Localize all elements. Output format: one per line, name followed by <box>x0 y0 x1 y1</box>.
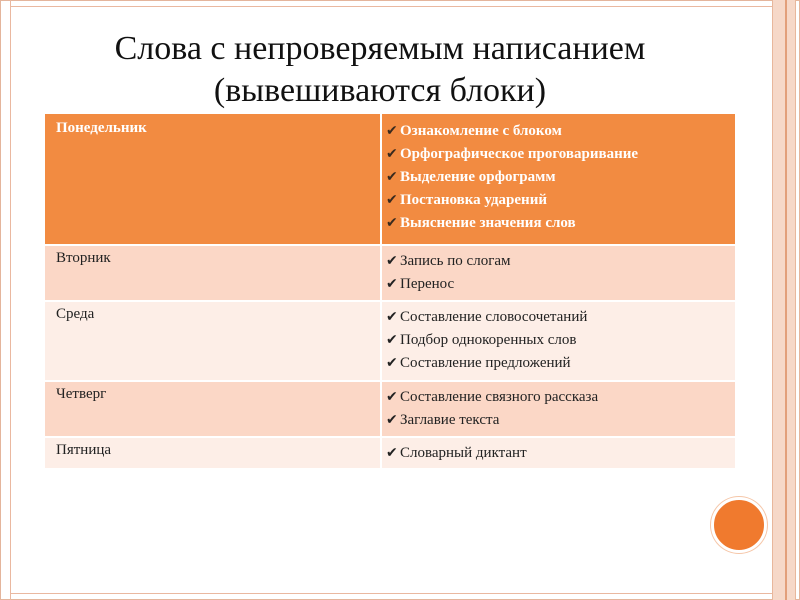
checkmark-icon: ✔ <box>386 192 398 208</box>
task-item <box>386 120 727 143</box>
decorative-circle <box>711 497 767 553</box>
task-item <box>386 250 727 273</box>
checkmark-icon: ✔ <box>386 169 398 185</box>
task-label: Орфографическое проговаривание <box>400 146 639 162</box>
task-label: Словарный диктант <box>400 445 527 461</box>
task-item <box>386 212 727 235</box>
task-item <box>386 143 727 166</box>
checkmark-icon: ✔ <box>386 332 398 348</box>
task-label: Подбор однокоренных слов <box>400 332 577 348</box>
checkmark-icon: ✔ <box>386 389 398 405</box>
task-label: Ознакомление с блоком <box>400 123 562 139</box>
task-item <box>386 166 727 189</box>
task-item <box>386 329 727 352</box>
task-label: Выяснение значения слов <box>400 215 576 231</box>
checkmark-icon: ✔ <box>386 355 398 371</box>
task-label: Заглавие текста <box>400 412 500 428</box>
tasks-cell <box>380 302 735 380</box>
day-cell: Четверг <box>56 386 107 402</box>
table-row-friday <box>45 436 735 468</box>
task-item <box>386 352 727 375</box>
task-item <box>386 442 727 465</box>
checkmark-icon: ✔ <box>386 253 398 269</box>
table-row-tuesday <box>45 244 735 300</box>
border-line-bottom <box>10 593 772 594</box>
task-label: Запись по слогам <box>400 253 511 269</box>
tasks-cell <box>380 114 735 244</box>
border-line-right <box>785 0 787 600</box>
task-label: Перенос <box>400 276 455 292</box>
border-line-left <box>10 0 11 600</box>
day-cell: Вторник <box>56 250 111 266</box>
checkmark-icon: ✔ <box>386 123 398 139</box>
day-cell: Пятница <box>56 442 112 458</box>
checkmark-icon: ✔ <box>386 412 398 428</box>
table-row-thursday <box>45 380 735 436</box>
table-row-monday <box>45 114 735 244</box>
checkmark-icon: ✔ <box>386 146 398 162</box>
tasks-cell <box>380 246 735 300</box>
task-label: Постановка ударений <box>400 192 547 208</box>
title-line-1: Слова с непроверяемым написанием <box>114 30 646 67</box>
checkmark-icon: ✔ <box>386 215 398 231</box>
task-item <box>386 386 727 409</box>
task-label: Составление словосочетаний <box>400 309 588 325</box>
task-item <box>386 409 727 432</box>
task-label: Составление предложений <box>400 355 571 371</box>
tasks-cell <box>380 382 735 436</box>
checkmark-icon: ✔ <box>386 445 398 461</box>
task-item <box>386 306 727 329</box>
task-item <box>386 273 727 296</box>
slide-title <box>40 28 720 112</box>
tasks-cell <box>380 438 735 468</box>
title-line-2: (вывешиваются блоки) <box>213 72 547 109</box>
checkmark-icon: ✔ <box>386 309 398 325</box>
task-item <box>386 189 727 212</box>
schedule-table <box>45 114 735 468</box>
task-label: Выделение орфограмм <box>400 169 556 185</box>
border-line-top <box>10 6 772 7</box>
border-band-right <box>772 0 796 600</box>
checkmark-icon: ✔ <box>386 276 398 292</box>
table-row-wednesday <box>45 300 735 380</box>
day-cell: Понедельник <box>56 120 147 136</box>
task-label: Составление связного рассказа <box>400 389 599 405</box>
day-cell: Среда <box>56 306 95 322</box>
